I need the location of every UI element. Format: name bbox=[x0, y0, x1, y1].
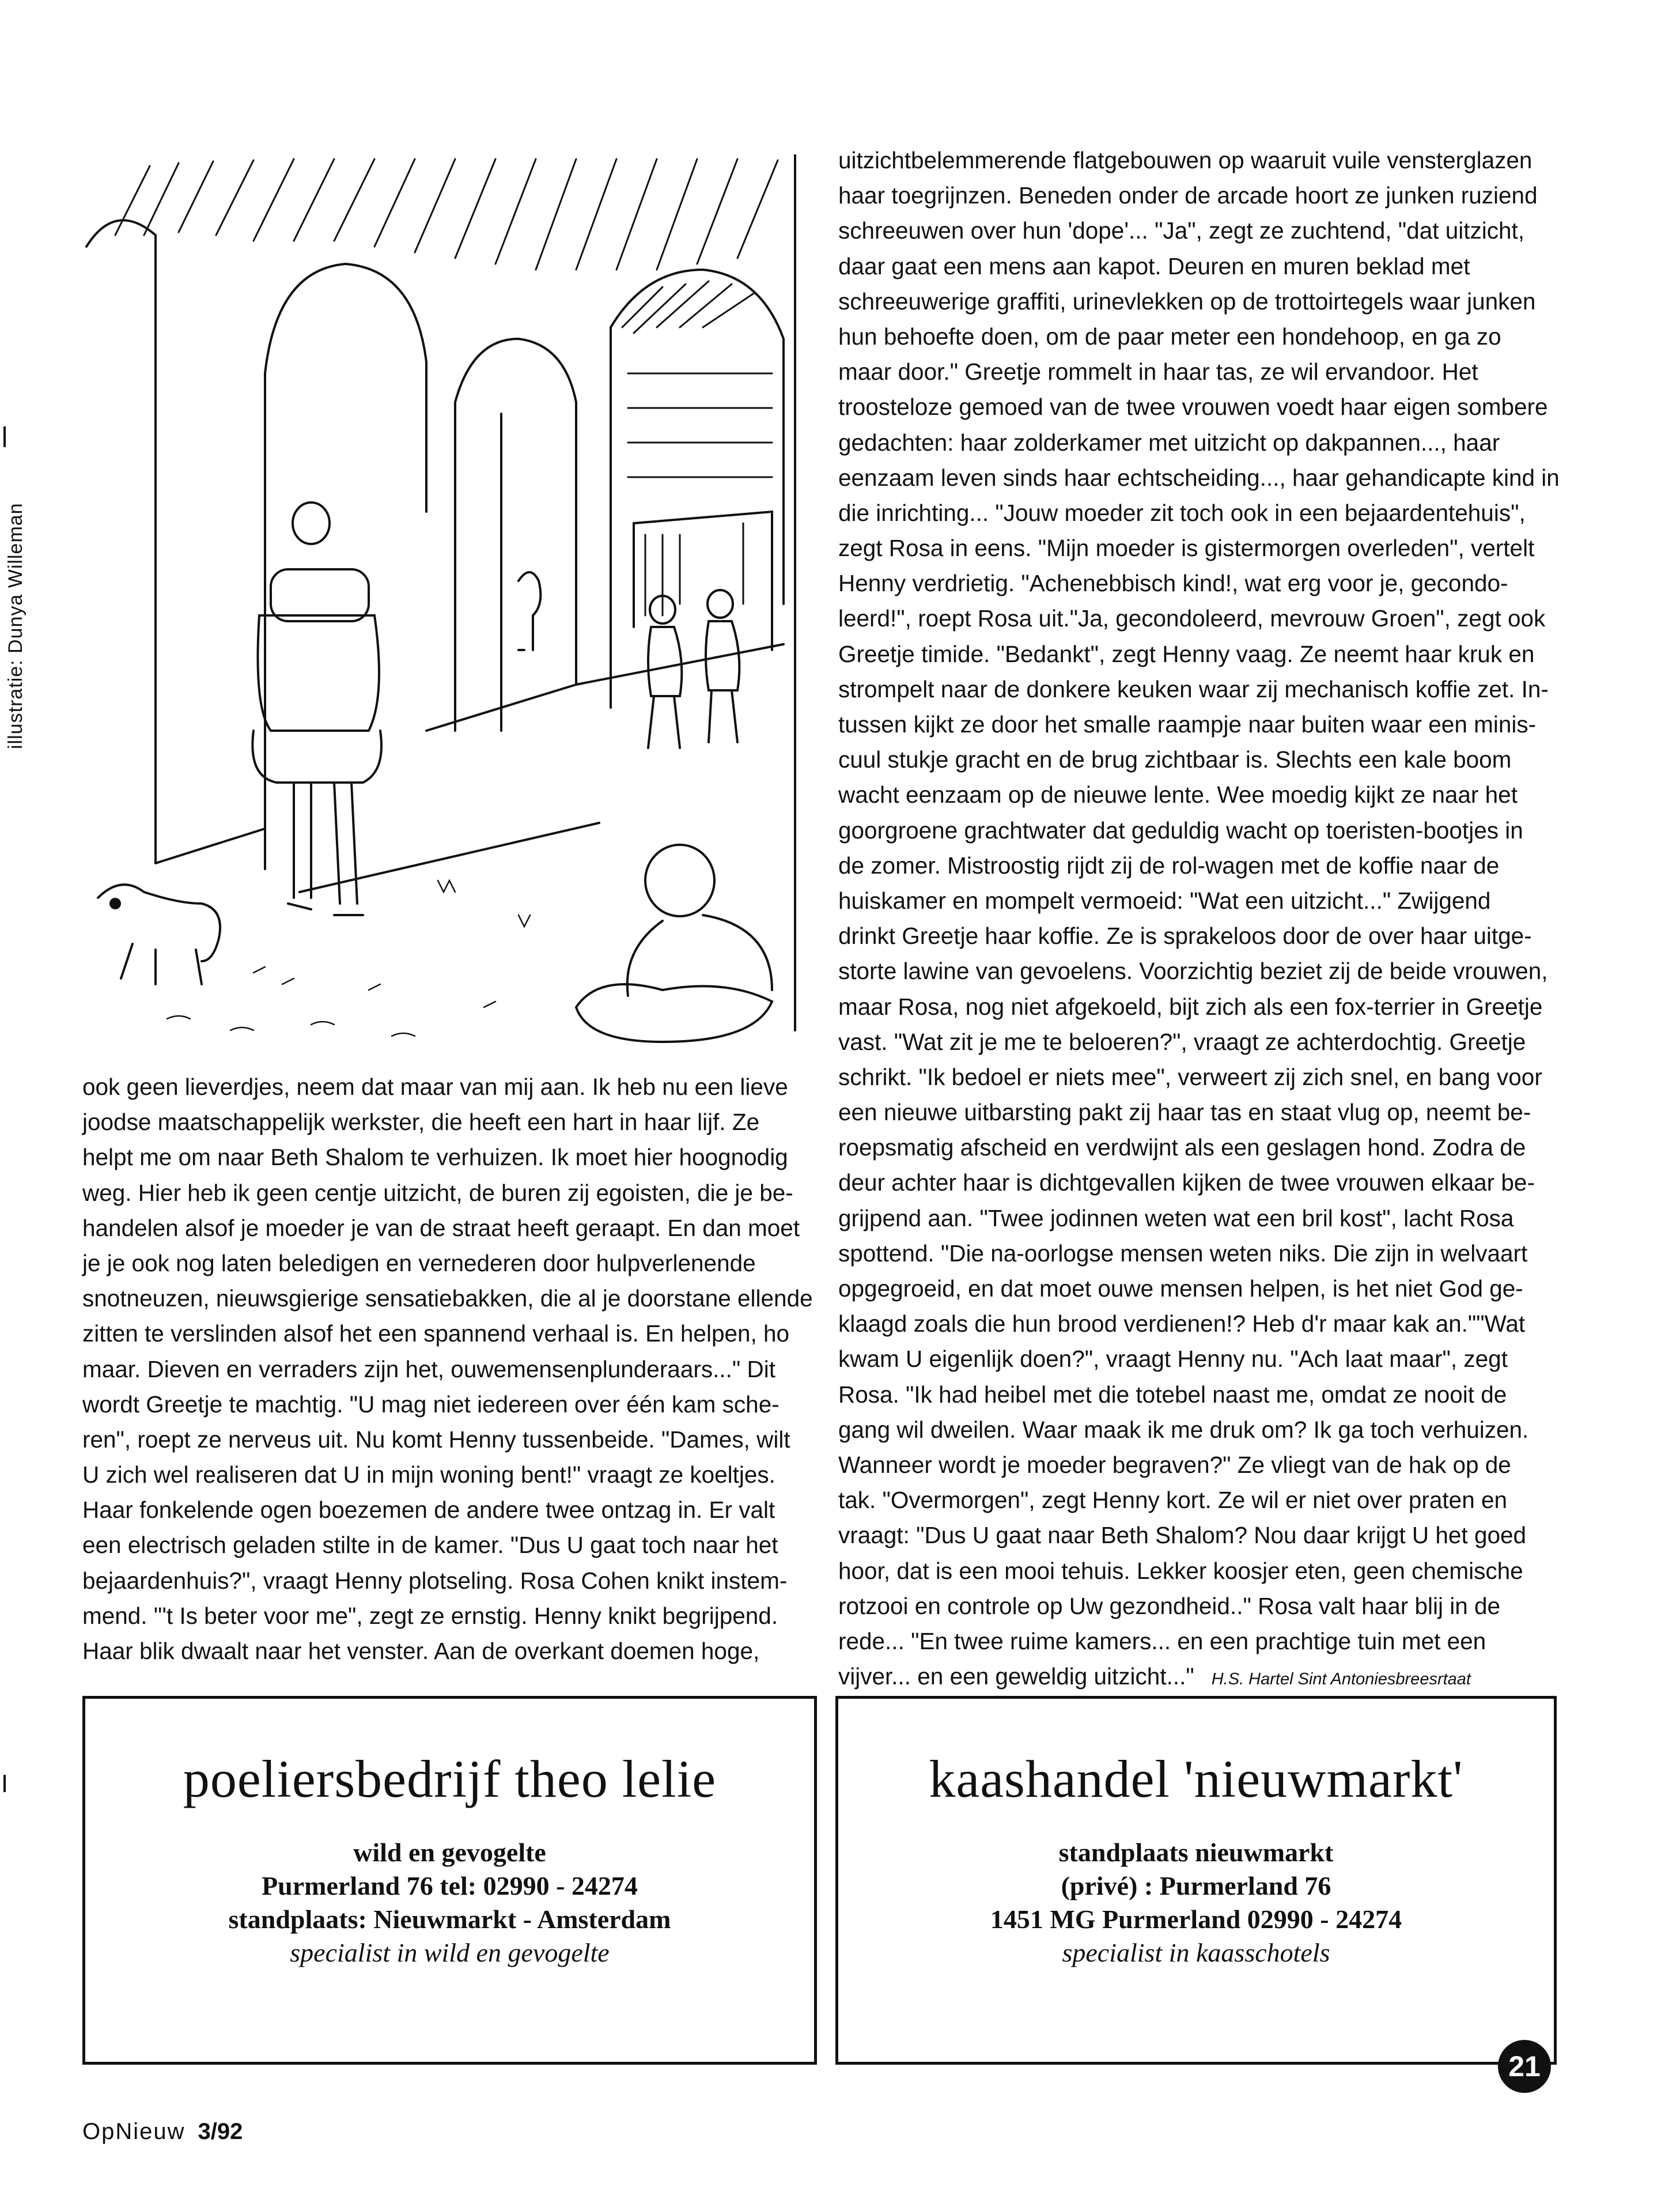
text-line: zitten te verslinden alsof het een spannend verhaal is. En helpen, ho bbox=[82, 1320, 790, 1347]
text-line: Haar blik dwaalt naar het venster. Aan de overkant doemen hoge, bbox=[82, 1638, 760, 1664]
text-line: hun behoefte doen, om de paar meter een hondehoop, en ga zo bbox=[838, 323, 1501, 350]
text-line: je je ook nog laten beledigen en vernederen door hulpverlenende bbox=[82, 1249, 756, 1276]
page-number-badge: 21 bbox=[1498, 2040, 1551, 2093]
text-line: haar toegrijnzen. Beneden onder de arcade hoort ze junken ruziend bbox=[838, 182, 1538, 209]
text-line: klaagd zoals die hun brood verdienen!? Heb d'r maar kak an.""Wat bbox=[838, 1310, 1526, 1337]
ad-line: standplaats: Nieuwmarkt - Amsterdam bbox=[228, 1904, 671, 1934]
text-line: kwam U eigenlijk doen?", vraagt Henny nu. "Ach laat maar", zegt bbox=[838, 1346, 1508, 1373]
text-line: rede... "En twee ruime kamers... en een prachtige tuin met een bbox=[838, 1627, 1486, 1654]
text-line: drinkt Greetje haar koffie. Ze is sprakeloos door de over haar uitge- bbox=[838, 923, 1532, 950]
issue-number: 3/92 bbox=[198, 2119, 243, 2144]
text-line: Greetje timide. "Bedankt", zegt Henny vaag. Ze neemt haar kruk en bbox=[838, 640, 1535, 667]
ad-poulterer bbox=[82, 1696, 817, 2065]
text-line: de zomer. Mistroostig rijdt zij de rol-wagen met de koffie naar de bbox=[838, 852, 1500, 879]
text-line: gedachten: haar zolderkamer met uitzicht op dakpannen..., haar bbox=[838, 429, 1500, 456]
ad-cheese-shop bbox=[835, 1696, 1557, 2065]
text-line: ook geen lieverdjes, neem dat maar van mij aan. Ik heb nu een lieve bbox=[82, 1074, 788, 1100]
article-left-column bbox=[82, 1070, 813, 1669]
ad-line: standplaats nieuwmarkt bbox=[1058, 1838, 1334, 1867]
text-line: Wanneer wordt je moeder begraven?" Ze vliegt van de hak op de bbox=[838, 1451, 1511, 1478]
text-line: mend. "'t Is beter voor me", zegt ze ernstig. Henny knikt begrijpend. bbox=[82, 1602, 778, 1629]
text-line: schreeuwerige graffiti, urinevlekken op de trottoirtegels waar junken bbox=[838, 288, 1536, 315]
text-line: schrikt. "Ik bedoel er niets mee", verweert zij zich snel, en bang voor bbox=[838, 1063, 1542, 1090]
last-line bbox=[838, 1659, 1558, 1694]
closing-sentence: vijver... en een geweldig uitzicht..." bbox=[838, 1663, 1194, 1690]
text-line: helpt me om naar Beth Shalom te verhuizen. Ik moet hier hoognodig bbox=[82, 1144, 788, 1171]
text-line: schreeuwen over hun 'dope'... "Ja", zegt ze zuchtend, "dat uitzicht, bbox=[838, 217, 1525, 244]
text-line: maar. Dieven en verraders zijn het, ouwemensenplunderaars..." Dit bbox=[82, 1355, 775, 1382]
text-line: deur achter haar is dichtgevallen kijken de twee vrouwen elkaar be- bbox=[838, 1169, 1535, 1196]
footer-magazine bbox=[82, 2119, 243, 2145]
text-line: huiskamer en mompelt vermoeid: "Wat een uitzicht..." Zwijgend bbox=[838, 887, 1491, 914]
text-line: bejaardenhuis?", vraagt Henny plotseling. Rosa Cohen knikt instem- bbox=[82, 1567, 788, 1594]
ad-line: 1451 MG Purmerland 02990 - 24274 bbox=[990, 1904, 1402, 1934]
text-line: weg. Hier heb ik geen centje uitzicht, de buren zij egoisten, die je be- bbox=[82, 1179, 793, 1206]
text-line: een electrisch geladen stilte in de kamer. "Dus U gaat toch naar het bbox=[82, 1532, 778, 1559]
text-line: strompelt naar de donkere keuken waar zij mechanisch koffie zet. In- bbox=[838, 675, 1549, 702]
ad-details bbox=[838, 1836, 1554, 1970]
text-line: cuul stukje gracht en de brug zichtbaar is. Slechts een kale boom bbox=[838, 746, 1512, 773]
text-line: wordt Greetje te machtig. "U mag niet iedereen over één kam sche- bbox=[82, 1390, 780, 1418]
text-line: goorgroene grachtwater dat geduldig wacht op toeristen-bootjes in bbox=[838, 817, 1523, 844]
scan-edge-mark bbox=[3, 1775, 6, 1792]
ad-line: wild en gevogelte bbox=[353, 1838, 546, 1867]
text-line: tussen kijkt ze door het smalle raampje naar buiten waar een minis- bbox=[838, 711, 1537, 738]
text-line: eenzaam leven sinds haar echtscheiding..., haar gehandicapte kind in bbox=[838, 464, 1560, 491]
text-line: wacht eenzaam op de nieuwe lente. Wee moedig kijkt ze naar het bbox=[838, 781, 1518, 808]
text-line: rotzooi en controle op Uw gezondheid.." Rosa valt haar blij in de bbox=[838, 1592, 1501, 1619]
text-line: spottend. "Die na-oorlogse mensen weten niks. Die zijn in welvaart bbox=[838, 1240, 1528, 1267]
text-line: handelen alsof je moeder je van de straat heeft geraapt. En dan moet bbox=[82, 1214, 800, 1241]
magazine-name: OpNieuw bbox=[82, 2119, 186, 2144]
text-line: storte lawine van gevoelens. Voorzichtig beziet zij de beide vrouwen, bbox=[838, 958, 1548, 985]
ad-details bbox=[85, 1836, 814, 1970]
text-line: roepsmatig afscheid en verdwijnt als een geslagen hond. Zodra de bbox=[838, 1134, 1526, 1161]
text-line: maar Rosa, nog niet afgekoeld, bijt zich als een fox-terrier in Greetje bbox=[838, 993, 1543, 1020]
text-line: hoor, dat is een mooi tehuis. Lekker koosjer eten, geen chemische bbox=[838, 1557, 1523, 1584]
text-line: grijpend aan. "Twee jodinnen weten wat een bril kost", lacht Rosa bbox=[838, 1204, 1514, 1231]
text-line: Henny verdrietig. "Achenebbisch kind!, wat erg voor je, gecondo- bbox=[838, 570, 1508, 597]
text-line: ren", roept ze nerveus uit. Nu komt Henny tussenbeide. "Dames, wilt bbox=[82, 1426, 790, 1453]
text-line: daar gaat een mens aan kapot. Deuren en muren beklad met bbox=[838, 252, 1470, 279]
text-line: opgegroeid, en dat moet ouwe mensen helpen, is het niet God ge- bbox=[838, 1275, 1523, 1302]
article-right-column bbox=[838, 143, 1558, 1694]
ad-title: kaashandel 'nieuwmarkt' bbox=[929, 1749, 1463, 1808]
text-line: vraagt: "Dus U gaat naar Beth Shalom? Nou daar krijgt U het goed bbox=[838, 1522, 1527, 1549]
text-line: U zich wel realiseren dat U in mijn woning bent!" vraagt ze koeltjes. bbox=[82, 1461, 775, 1488]
text-line: uitzichtbelemmerende flatgebouwen op waaruit vuile vensterglazen bbox=[838, 147, 1533, 173]
ad-title: poeliersbedrijf theo lelie bbox=[183, 1749, 717, 1808]
text-line: een nieuwe uitbarsting pakt zij haar tas en staat vlug op, neemt be- bbox=[838, 1099, 1531, 1126]
scan-edge-mark bbox=[3, 426, 6, 447]
text-line: die inrichting... "Jouw moeder zit toch ook in een bejaardentehuis", bbox=[838, 499, 1526, 526]
illustration-credit: illustratie: Dunya Willeman bbox=[5, 502, 27, 749]
text-line: joodse maatschappelijk werkster, die heeft een hart in haar lijf. Ze bbox=[82, 1109, 760, 1136]
sky-hatching bbox=[115, 159, 778, 270]
text-line: zegt Rosa in eens. "Mijn moeder is gistermorgen overleden", vertelt bbox=[838, 535, 1535, 562]
text-line: troosteloze gemoed van de twee vrouwen voedt haar eigen sombere bbox=[838, 394, 1548, 421]
text-line: tak. "Overmorgen", zegt Henny kort. Ze wil er niet over praten en bbox=[838, 1487, 1508, 1514]
text-line: gang wil dweilen. Waar maak ik me druk om? Ik ga toch verhuizen. bbox=[838, 1416, 1529, 1443]
ad-line: Purmerland 76 tel: 02990 - 24274 bbox=[262, 1871, 638, 1900]
ad-line: (privé) : Purmerland 76 bbox=[1061, 1871, 1331, 1900]
text-line: Rosa. "Ik had heibel met die totebel naast me, omdat ze nooit de bbox=[838, 1381, 1507, 1408]
arcade-illustration bbox=[81, 154, 801, 1053]
text-line: leerd!", roept Rosa uit."Ja, gecondoleerd, mevrouw Groen", zegt ook bbox=[838, 605, 1546, 632]
pen-drawing-icon bbox=[81, 154, 801, 1053]
text-line: maar door." Greetje rommelt in haar tas, ze wil ervandoor. Het bbox=[838, 358, 1478, 386]
text-line: snotneuzen, nieuwsgierige sensatiebakken, die al je doorstane ellende bbox=[82, 1285, 813, 1312]
ad-tagline: specialist in kaasschotels bbox=[1062, 1938, 1330, 1967]
author-signature: H.S. Hartel Sint Antoniesbreesrtaat bbox=[1211, 1670, 1471, 1689]
text-line: vast. "Wat zit je me te beloeren?", vraagt ze achterdochtig. Greetje bbox=[838, 1028, 1526, 1055]
ad-tagline: specialist in wild en gevogelte bbox=[290, 1938, 610, 1967]
text-line: Haar fonkelende ogen boezemen de andere twee ontzag in. Er valt bbox=[82, 1497, 775, 1524]
